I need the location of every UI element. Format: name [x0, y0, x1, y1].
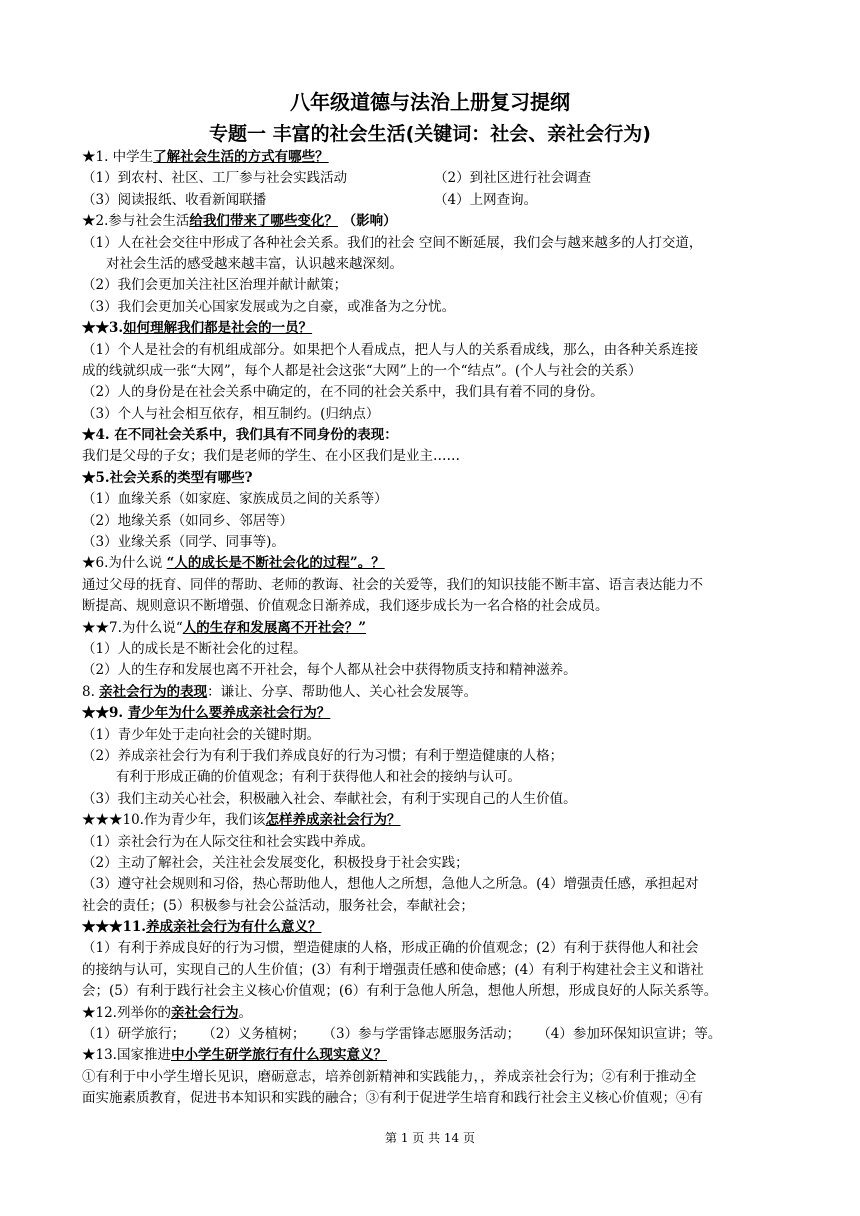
question-prefix: ★4.	[82, 427, 115, 444]
answer-item: （2）地缘关系（如同乡、邻居等）	[82, 512, 294, 529]
question-text: 社会关系的类型有哪些?	[109, 469, 253, 486]
question-10	[82, 810, 782, 831]
question-text: 怎样养成亲社会行为？	[265, 812, 401, 829]
question-prefix: ★12.列举你的	[82, 1004, 171, 1021]
answer-item: （1）研学旅行； （2）义务植树； （3）参与学雷锋志愿服务活动； （4）参加环保知识宣讲；等。	[82, 1026, 722, 1043]
answer-item: 成的线就织成一张“大网”，每个人都是社会这张“大网”上的一个“结点”。(个人与社会的关系）	[82, 362, 642, 379]
question-prefix: ★★9.	[82, 705, 128, 722]
question-text: 了解社会生活的方式有哪些？	[153, 149, 329, 165]
question-suffix: （影响）	[337, 213, 397, 230]
question-8	[82, 682, 782, 703]
question-prefix: ★6.为什么说	[82, 555, 167, 572]
question-1	[82, 147, 782, 168]
question-5	[82, 468, 782, 489]
question-11	[82, 917, 782, 938]
question-prefix: ★2.参与社会生活	[82, 213, 190, 230]
answer-item: （3）遵守社会规则和习俗，热心帮助他人，想他人之所想，急他人之所急。(4）增强责任感，承担起对	[82, 876, 699, 893]
question-text: 青少年为什么要养成亲社会行为？	[127, 705, 331, 722]
answer-item: （2）主动了解社会，关注社会发展变化，积极投身于社会实践；	[82, 854, 469, 871]
answer-item: 我们是父母的子女；我们是老师的学生、在小区我们是业主……	[82, 448, 460, 465]
question-4	[82, 425, 782, 446]
question-2	[82, 211, 782, 232]
answer-row	[82, 168, 782, 189]
question-prefix: ★★7.为什么说“	[82, 619, 183, 636]
answer-item: （3）业缘关系（同学、同事等)。	[82, 534, 285, 551]
question-text: “人的成长是不断社会化的过程”。？	[166, 555, 385, 572]
answer-item: （2）养成亲社会行为有利于我们养成良好的行为习惯；有利于塑造健康的人格；	[82, 747, 564, 764]
question-text: 人的生存和发展离不开社会？”	[182, 619, 367, 636]
question-text: 在不同社会关系中，我们具有不同身份的表现：	[114, 427, 398, 444]
question-7	[82, 618, 782, 639]
answer-item: （3）我们会更加关心国家发展或为之自豪，或准备为之分忧。	[82, 298, 456, 315]
question-6	[82, 553, 782, 574]
answer-item: 社会的责任；(5）积极参与社会公益活动，服务社会，奉献社会；	[82, 897, 474, 914]
answer-item: ①有利于中小学生增长见识，磨砺意志，培养创新精神和实践能力，，养成亲社会行为；②有利于推动全	[82, 1068, 697, 1085]
answer-item: （3）我们主动关心社会，积极融入社会、奉献社会，有利于实现自己的人生价值。	[82, 790, 577, 807]
question-3	[82, 318, 782, 339]
document-body	[82, 147, 782, 1110]
question-text: 如何理解我们都是社会的一员？	[123, 320, 313, 337]
question-prefix: ★5.	[82, 469, 110, 486]
question-prefix: ★★3.	[82, 320, 124, 337]
question-12	[82, 1003, 782, 1024]
answer-item: （1）人的成长是不断社会化的过程。	[82, 640, 307, 657]
question-text: 中小学生研学旅行有什么现实意义？	[170, 1047, 387, 1064]
answer-item: （1）血缘关系（如家庭、家族成员之间的关系等）	[82, 491, 388, 508]
answer-item: （1）个人是社会的有机组成部分。如果把个人看成点，把人与人的关系看成线，那么，由各种关系连接	[82, 341, 699, 358]
question-prefix: ★★★10.作为青少年，我们该	[82, 812, 266, 829]
answer-item: （1）青少年处于走向社会的关键时期。	[82, 726, 321, 743]
question-13	[82, 1045, 782, 1066]
answer-item: （1）到农村、社区、工厂参与社会实践活动	[82, 170, 348, 187]
page-footer: 第 1 页 共 14 页	[385, 1131, 475, 1145]
answer-item: （2）到社区进行社会调查	[434, 170, 592, 187]
question-prefix: 8.	[82, 683, 100, 700]
answer-item: 会；(5）有利于践行社会主义核心价值观；(6）有利于急他人所急，想他人所想，形成良好的人际关系等。	[82, 983, 718, 1000]
answer-item: 面实施素质教育，促进书本知识和实践的融合；③有利于促进学生培育和践行社会主义核心价值观；④有	[82, 1090, 703, 1107]
question-text: 给我们带来了哪些变化？	[189, 213, 338, 230]
answer-item: （4）上网查询。	[434, 191, 538, 208]
question-suffix: 。	[238, 1004, 252, 1021]
answer-item: 有利于形成正确的价值观念；有利于获得他人和社会的接纳与认可。	[116, 769, 521, 786]
answer-item: （1）有利于养成良好的行为习惯，塑造健康的人格，形成正确的价值观念；(2）有利于获得他人和社会	[82, 940, 699, 957]
answer-item: （2）人的生存和发展也离不开社会，每个人都从社会中获得物质支持和精神滋养。	[82, 662, 577, 679]
answer-item: （1）人在社会交往中形成了各种社会关系。我们的社会 空间不断延展，我们会与越来越多的人打交道，	[82, 234, 703, 251]
section-title: 专题一 丰富的社会生活(关键词：社会、亲社会行为)	[209, 123, 651, 145]
answer-item: 通过父母的抚育、同伴的帮助、老师的教诲、社会的关爱等，我们的知识技能不断丰富、语言表达能力不	[82, 576, 703, 593]
answer-item: 的接纳与认可，实现自己的人生价值；(3）有利于增强责任感和使命感；(4）有利于构建社会主义和谐社	[82, 961, 704, 978]
answer-item: 断提高、规则意识不断增强、价值观念日渐养成，我们逐步成长为一名合格的社会成员。	[82, 598, 609, 615]
answer-item: （1）亲社会行为在人际交往和社会实践中养成。	[82, 833, 375, 850]
question-9	[82, 703, 782, 724]
question-text: 养成亲社会行为有什么意义？	[146, 919, 322, 936]
answer-item: （3）阅读报纸、收看新闻联播	[82, 191, 267, 208]
answer-item: 对社会生活的感受越来越丰富，认识越来越深刻。	[106, 255, 403, 272]
question-prefix: ★1. 中学生	[82, 149, 154, 165]
question-prefix: ★13.国家推进	[82, 1047, 171, 1064]
question-text: 亲社会行为	[170, 1004, 239, 1021]
question-text: 亲社会行为的表现	[99, 683, 208, 700]
answer-row	[82, 190, 782, 211]
document-title: 八年级道德与法治上册复习提纲	[290, 90, 570, 114]
question-suffix: ：谦让、分享、帮助他人、关心社会发展等。	[207, 683, 478, 700]
question-prefix: ★★★11.	[82, 919, 146, 936]
answer-item: （3）个人与社会相互依存，相互制约。(归纳点）	[82, 405, 380, 422]
answer-item: （2）我们会更加关注社区治理并献计献策；	[82, 277, 348, 294]
answer-item: （2）人的身份是在社会关系中确定的，在不同的社会关系中，我们具有着不同的身份。	[82, 384, 604, 401]
